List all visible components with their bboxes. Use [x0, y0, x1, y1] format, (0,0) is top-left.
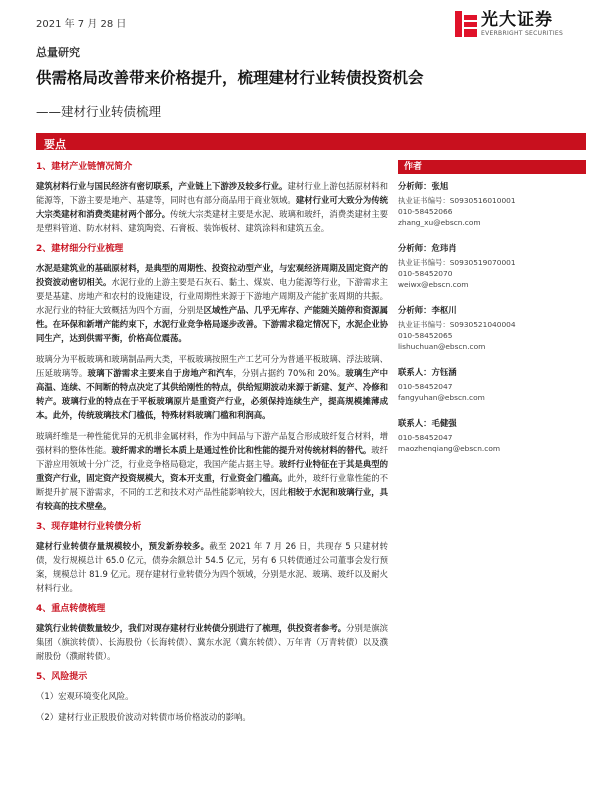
section-heading: 4、重点转债梳理: [36, 604, 106, 614]
summary-label: 要点: [44, 138, 66, 151]
bold-text-run: 建材行业转债存量规模较小，预发新券较多。: [36, 541, 210, 551]
section-paragraph: [36, 179, 388, 235]
bold-text-run: 建筑行业转债数量较少，我们对现存建材行业转债分别进行了梳理，供投资者参考。: [36, 623, 347, 633]
text-run: 分别是旗滨集团（旗滨转债）、长海股份（长海转债）、冀东水泥（冀东转债）、万年青（万青转债）以及濮耐股份（濮耐转债）。: [36, 623, 389, 661]
section-paragraph: [36, 621, 388, 663]
analyst-card: [398, 243, 586, 290]
analyst-email[interactable]: zhang_xu@ebscn.com: [398, 218, 481, 227]
section-heading: 2、建材细分行业梳理: [36, 244, 124, 254]
analyst-email[interactable]: maozhenqiang@ebscn.com: [398, 444, 501, 453]
analyst-phone: 010-58452066: [398, 207, 453, 216]
bold-text-run: 玻纤需求的增长本质上是通过性价比和性能的提升对传统材料的替代。: [111, 445, 372, 455]
analyst-name: 分析师：危玮肖: [398, 243, 457, 253]
bold-text-run: 水泥是建筑业的基础原材料，是典型的周期性、投资拉动型产业，与宏观经济周期及固定资产的投资波动密切相关。: [36, 263, 388, 287]
bold-text-run: 相较于水泥和玻璃行业，具有较高的技术壁垒。: [36, 487, 389, 511]
report-date: 2021 年 7 月 28 日: [36, 19, 127, 30]
text-run: ，分别占据约 70%和 20%。: [233, 368, 346, 378]
text-run: （1）宏观环境变化风险。: [36, 691, 134, 701]
summary-bar: [36, 133, 586, 150]
bold-text-run: 区域性产品、几乎无库存、产能随关随停和资源属性。在环保和新增产能约束下，水泥行业竞争格局逐步改善。下游需求稳定情况下，水泥企业协同生产，达到供需平衡，价格高位震荡。: [36, 305, 389, 343]
analyst-license: 执业证书编号：S0930519070001: [398, 258, 516, 267]
text-run: 玻璃分为平板玻璃和玻璃制品两大类，平板玻璃按照生产工艺可分为普通平板玻璃、浮法玻璃、压延玻璃等。: [36, 354, 388, 378]
text-run: 此外，玻纤行业靠性能的不断提升扩展下游需求，不同的工艺和技术对产品性能影响较大，因此: [36, 473, 389, 497]
analyst-email[interactable]: lishuchuan@ebscn.com: [398, 342, 486, 351]
text-run: 玻纤下游应用领域十分广泛，行业竞争格局稳定，我国产能占据主导。: [36, 445, 389, 469]
text-run: 水泥行业的上游主要是石灰石、黏土、煤炭、电力能源等行业，下游需求主要是基建、房地产和农村的设施建设，行业周期性来源于下游地产周期及产能扩张周期的共振。水泥行业的特征大致概括为四个方面，分别是: [36, 277, 389, 315]
report-title: 供需格局改善带来价格提升，梳理建材行业转债投资机会: [36, 69, 424, 87]
section-heading: 5、风险提示: [36, 672, 88, 682]
bold-text-run: 玻璃下游需求主要来自于房地产和汽车: [87, 368, 234, 378]
report-category: 总量研究: [36, 46, 80, 59]
report-subtitle: ——建材行业转债梳理: [36, 104, 162, 119]
analyst-name: 联系人：方钰涵: [398, 367, 457, 377]
analyst-email[interactable]: fangyuhan@ebscn.com: [398, 393, 485, 402]
bold-text-run: 玻纤行业特征在于其是典型的重资产行业，固定资产投资规模大，资本开支重，行业资金门槛高。: [36, 459, 389, 483]
text-run: 玻璃纤维是一种性能优异的无机非金属材料，作为中间品与下游产品复合形成玻纤复合材料，增强材料的整体性能。: [36, 431, 388, 455]
brand-name-cn: 光大证券: [481, 9, 553, 30]
analyst-phone: 010-58452047: [398, 382, 453, 391]
everbright-logo-icon: [455, 11, 477, 37]
analyst-license: 执业证书编号：S0930516010001: [398, 196, 516, 205]
bold-text-run: 建材行业可大致分为传统大宗类建材和消费类建材两个部分。: [36, 195, 388, 219]
analyst-card: [398, 181, 586, 228]
text-run: 建材行业上游包括原材料和能源等，下游主要是地产、基建等，同时也有部分商品用于商业领域。: [36, 181, 389, 205]
section-heading: 3、现存建材行业转债分析: [36, 522, 142, 532]
text-run: 截至 2021 年 7 月 26 日，共现存 5 只建材转债，发行规模总计 65.0 亿元，债券余额总计 54.5 亿元，另有 6 只转债通过公司董事会发行预案，规模总计 81.9 亿元。现存建材行业转债分为四个领域，分别是水泥、玻璃、玻纤以及耐火材料行业。: [36, 541, 388, 593]
section-paragraph: [36, 710, 388, 724]
analyst-list: [398, 181, 586, 454]
analyst-phone: 010-58452047: [398, 433, 453, 442]
text-run: （2）建材行业正股股价波动对转债市场价格波动的影响。: [36, 712, 251, 722]
analyst-name: 联系人：毛健强: [398, 418, 457, 428]
text-run: 传统大宗类建材主要是水泥、玻璃和玻纤，消费类建材主要是塑料管道、防水材料、建筑陶瓷、石膏板、装饰板材、建筑涂料和建筑五金。: [36, 209, 389, 233]
analyst-card: [398, 367, 586, 403]
section-paragraph: [36, 689, 388, 703]
section-paragraph: [36, 539, 388, 595]
analyst-email[interactable]: weiwx@ebscn.com: [398, 280, 469, 289]
section-paragraph: [36, 429, 388, 513]
section-heading: 1、建材产业链情况简介: [36, 162, 133, 172]
analyst-license: 执业证书编号：S0930521040004: [398, 320, 516, 329]
analyst-card: [398, 418, 586, 454]
brand-name-en: EVERBRIGHT SECURITIES: [481, 29, 564, 37]
bold-text-run: 建筑材料行业与国民经济有密切联系，产业链上下游涉及较多行业。: [36, 181, 288, 191]
analyst-name: 分析师：李枢川: [398, 305, 457, 315]
analyst-phone: 010-58452065: [398, 331, 453, 340]
main-content: [36, 160, 388, 731]
bold-text-run: 玻璃生产中高温、连续、不间断的特点决定了其供给刚性的特点，供给短期波动来源于新建、复产、冷修和转产。玻璃行业的特点在于平板玻璃原片是重资产行业，必须保持连续生产，提高规模摊薄成本。此外，传统玻璃技术门槛低，特殊材料玻璃门槛和利润高。: [36, 368, 389, 420]
author-sidebar: [398, 160, 586, 469]
section-paragraph: [36, 261, 388, 345]
section-paragraph: [36, 352, 388, 422]
brand-logo: [455, 7, 585, 41]
author-heading: 作者: [398, 160, 586, 174]
analyst-card: [398, 305, 586, 352]
analyst-name: 分析师：张旭: [398, 181, 449, 191]
analyst-phone: 010-58452070: [398, 269, 453, 278]
